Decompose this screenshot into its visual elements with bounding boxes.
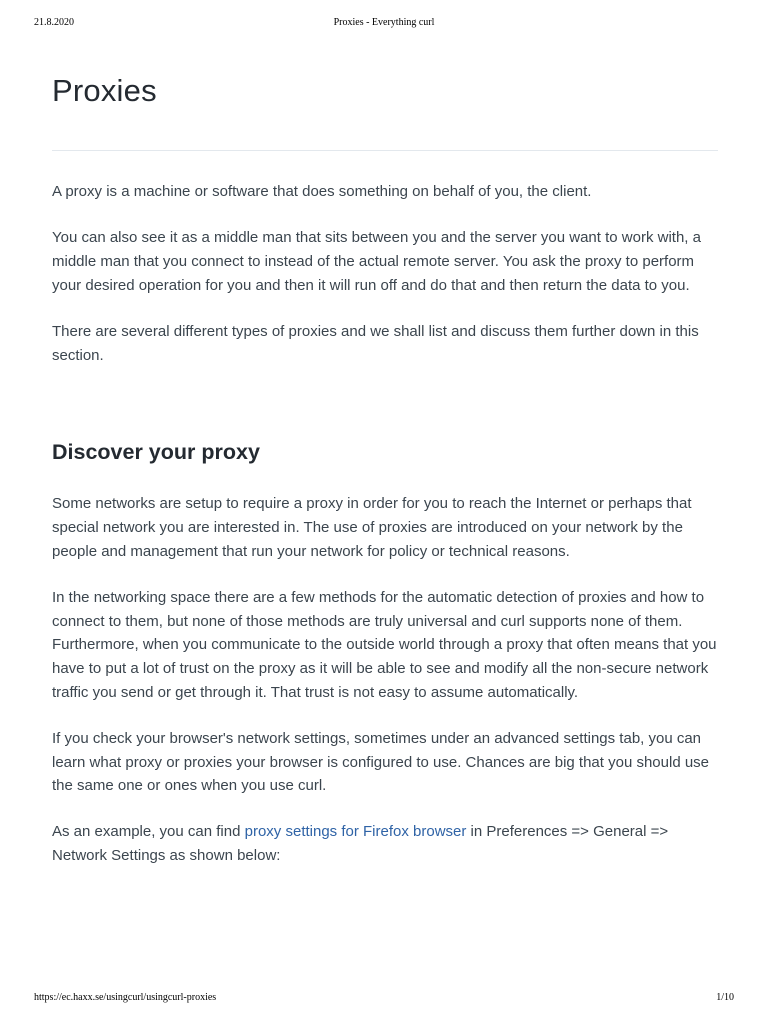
print-header bbox=[34, 17, 734, 31]
firefox-proxy-settings-link[interactable]: proxy settings for Firefox browser bbox=[244, 823, 467, 841]
example-paragraph bbox=[52, 820, 718, 867]
title-divider bbox=[52, 150, 718, 151]
intro-paragraph-3: There are several different types of proxies and we shall list and discuss them further down in this section. bbox=[52, 322, 699, 364]
intro-paragraph-2: You can also see it as a middle man that sits between you and the server you want to work with, a middle man that you connect to instead of the actual remote server. You ask the proxy to perform your desired operation for you and then it will run off and do that and then return the data to you. bbox=[52, 229, 701, 294]
example-text-before: As an example, you can find bbox=[52, 823, 245, 841]
section-paragraph-3: If you check your browser's network settings, sometimes under an advanced settings tab, you can learn what proxy or proxies your browser is configured to use. Chances are big that you should use the same one or ones when you use curl. bbox=[52, 729, 710, 795]
example-text-after: in Preferences => General => Network Settings as shown below: bbox=[52, 823, 669, 865]
section-heading-discover-proxy: Discover your proxy bbox=[52, 440, 260, 465]
print-footer bbox=[34, 992, 734, 1006]
article-content bbox=[52, 70, 718, 868]
print-page-number: 1/10 bbox=[716, 992, 734, 1003]
print-url: https://ec.haxx.se/usingcurl/usingcurl-proxies bbox=[34, 992, 217, 1003]
print-date: 21.8.2020 bbox=[34, 17, 74, 28]
page-title: Proxies bbox=[52, 73, 157, 108]
intro-paragraph-1: A proxy is a machine or software that does something on behalf of you, the client. bbox=[52, 183, 592, 200]
print-page-title: Proxies - Everything curl bbox=[333, 17, 435, 28]
section-paragraph-2: In the networking space there are a few methods for the automatic detection of proxies and how to connect to them, but none of those methods are truly universal and curl supports none of them. Furthermore, when you communicate to the outside world through a proxy that often means that you have to put a lot of trust on the proxy as it will be able to see and modify all the non-secure network traffic you send or get through it. That trust is not easy to assume automatically. bbox=[52, 588, 717, 701]
section-paragraph-1: Some networks are setup to require a proxy in order for you to reach the Internet or perhaps that special network you are interested in. The use of proxies are introduced on your network by the people and management that run your network for policy or technical reasons. bbox=[52, 495, 692, 560]
